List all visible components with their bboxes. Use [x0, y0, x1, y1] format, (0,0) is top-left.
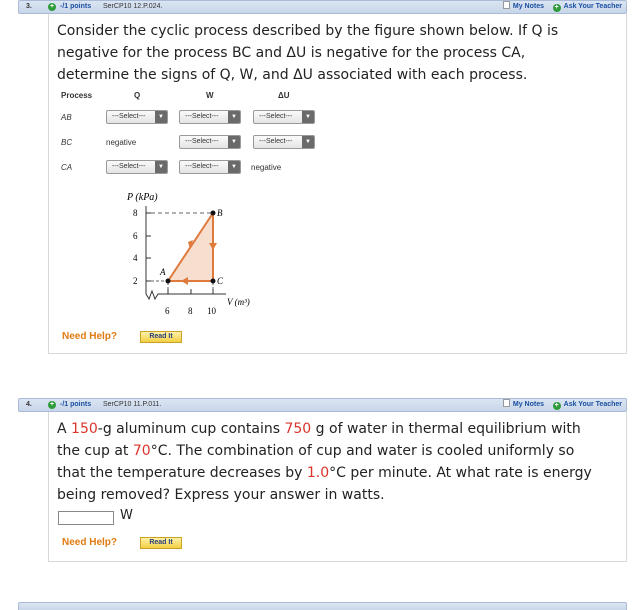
- question-5-header: [18, 602, 627, 610]
- y-tick-label: 4: [133, 253, 138, 263]
- points-label: -/1 points: [60, 401, 92, 408]
- dropdown-arrow-icon: ▼: [228, 136, 240, 148]
- label-c: C: [217, 276, 224, 286]
- dropdown-arrow-icon: ▼: [228, 111, 240, 123]
- dropdown-arrow-icon: ▼: [228, 161, 240, 173]
- question-4-text: A 150-g aluminum cup contains 750 g of water in thermal equilibrium with the cup at 70°C. The combination of cup and water is cooled uniformly so that the temperature decreases by 1.0°C per minute. At what rate is energy being removed? Express your answer in watts.: [57, 421, 592, 503]
- select-bc-w[interactable]: ---Select--- ▼: [179, 135, 241, 149]
- ask-teacher-button[interactable]: + Ask Your Teacher: [554, 3, 622, 11]
- value-temperature: 70: [132, 443, 151, 459]
- answer-unit: W: [120, 508, 133, 523]
- notes-icon: [503, 1, 510, 9]
- row-label-bc: BC: [61, 138, 73, 147]
- question-source: SerCP10 12.P.024.: [103, 3, 163, 10]
- question-number: 4.: [26, 401, 32, 408]
- plus-icon: +: [554, 402, 559, 409]
- value-cup-mass: 150: [71, 421, 98, 437]
- question-number: 3.: [26, 3, 32, 10]
- point-c: [211, 279, 216, 284]
- point-a: [166, 279, 171, 284]
- need-help-label: Need Help?: [62, 331, 118, 342]
- header-w: W: [206, 91, 214, 100]
- x-axis-label: V (m³): [227, 297, 250, 307]
- ask-teacher-button[interactable]: + Ask Your Teacher: [554, 401, 622, 409]
- notes-icon: [503, 399, 510, 407]
- select-ab-du[interactable]: ---Select--- ▼: [253, 110, 315, 124]
- dropdown-arrow-icon: ▼: [155, 111, 167, 123]
- question-source: SerCP10 11.P.011.: [103, 401, 162, 408]
- select-ca-w[interactable]: ---Select--- ▼: [179, 160, 241, 174]
- ca-du-value: negative: [251, 163, 282, 172]
- x-axis: [146, 291, 222, 299]
- dropdown-arrow-icon: ▼: [302, 136, 314, 148]
- question-3-text: Consider the cyclic process described by the figure shown below. If Q is negative for the process BC and ΔU is negative for the process CA, determine the signs of Q, W, and ΔU associated with each process.: [57, 23, 559, 83]
- label-b: B: [217, 208, 223, 218]
- value-rate: 1.0: [306, 465, 330, 481]
- x-tick-label: 6: [165, 306, 170, 316]
- dropdown-arrow-icon: ▼: [302, 111, 314, 123]
- header-delta-u: ΔU: [278, 91, 290, 100]
- y-tick-label: 6: [133, 231, 138, 241]
- row-label-ab: AB: [61, 113, 72, 122]
- y-tick-label: 2: [133, 276, 138, 286]
- bc-q-value: negative: [106, 138, 137, 147]
- read-it-button[interactable]: Read It: [140, 537, 182, 549]
- pv-diagram: [100, 188, 300, 323]
- select-ca-q[interactable]: ---Select--- ▼: [106, 160, 168, 174]
- points-label: -/1 points: [60, 3, 92, 10]
- my-notes-button[interactable]: My Notes: [503, 1, 544, 13]
- x-tick-label: 10: [207, 306, 216, 316]
- question-3-header: [18, 0, 627, 14]
- need-help-label: Need Help?: [62, 537, 118, 548]
- question-4-header: [18, 398, 627, 412]
- header-process: Process: [61, 91, 93, 100]
- label-a: A: [160, 267, 166, 277]
- select-bc-du[interactable]: ---Select--- ▼: [253, 135, 315, 149]
- plus-icon: +: [554, 4, 559, 11]
- read-it-button[interactable]: Read It: [140, 331, 182, 343]
- header-q: Q: [134, 91, 141, 100]
- point-b: [211, 211, 216, 216]
- value-water-mass: 750: [284, 421, 312, 437]
- my-notes-button[interactable]: My Notes: [503, 399, 544, 411]
- y-tick-label: 8: [133, 208, 138, 218]
- y-axis-label: P (kPa): [127, 192, 158, 203]
- x-tick-label: 8: [188, 306, 193, 316]
- dropdown-arrow-icon: ▼: [155, 161, 167, 173]
- select-ab-w[interactable]: ---Select--- ▼: [179, 110, 241, 124]
- select-ab-q[interactable]: ---Select--- ▼: [106, 110, 168, 124]
- row-label-ca: CA: [61, 163, 73, 172]
- expand-plus-icon[interactable]: +: [49, 3, 55, 10]
- expand-plus-icon[interactable]: +: [49, 401, 55, 408]
- answer-input[interactable]: [58, 511, 114, 525]
